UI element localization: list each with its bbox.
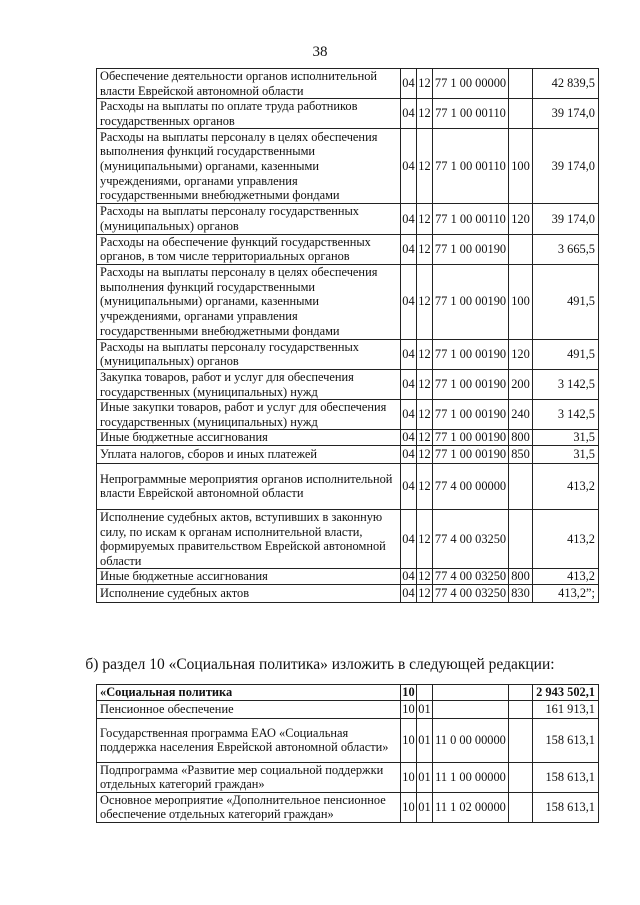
row-subsection-code: 12 — [417, 234, 433, 264]
row-name: Расходы на обеспечение функций государственных органов, в том числе территориальных органов — [97, 234, 401, 264]
row-target-article-code: 77 1 00 00190 — [433, 264, 509, 339]
row-subsection-code: 12 — [417, 99, 433, 129]
row-expense-type-code: 120 — [509, 339, 533, 369]
table-row — [97, 204, 599, 234]
row-amount: 2 943 502,1 — [533, 685, 599, 701]
row-amount: 413,2 — [533, 509, 599, 568]
row-section-code: 10 — [401, 700, 417, 718]
row-expense-type-code — [509, 762, 533, 792]
row-expense-type-code: 120 — [509, 204, 533, 234]
table-row — [97, 369, 599, 399]
row-section-code: 04 — [401, 509, 417, 568]
row-amount: 413,2”; — [533, 584, 599, 602]
row-target-article-code: 77 4 00 03250 — [433, 509, 509, 568]
row-name: Подпрограмма «Развитие мер социальной поддержки отдельных категорий граждан» — [97, 762, 401, 792]
row-amount: 158 613,1 — [533, 762, 599, 792]
table-row — [97, 339, 599, 369]
row-expense-type-code: 830 — [509, 584, 533, 602]
row-target-article-code: 77 1 00 00190 — [433, 339, 509, 369]
row-section-code: 04 — [401, 463, 417, 509]
row-subsection-code: 01 — [417, 792, 433, 822]
row-section-code: 04 — [401, 204, 417, 234]
budget-table-section-04 — [96, 68, 599, 603]
row-name: Исполнение судебных актов, вступивших в законную силу, по искам к органам исполнительной власти, формируемых правительством Еврейской автономной области — [97, 509, 401, 568]
row-name: Закупка товаров, работ и услуг для обеспечения государственных (муниципальных) нужд — [97, 369, 401, 399]
row-amount: 39 174,0 — [533, 99, 599, 129]
row-expense-type-code — [509, 463, 533, 509]
row-subsection-code: 12 — [417, 584, 433, 602]
row-expense-type-code — [509, 509, 533, 568]
row-subsection-code: 12 — [417, 463, 433, 509]
row-subsection-code: 12 — [417, 204, 433, 234]
row-expense-type-code: 240 — [509, 400, 533, 430]
row-subsection-code: 12 — [417, 69, 433, 99]
row-target-article-code — [433, 685, 509, 701]
row-section-code: 04 — [401, 584, 417, 602]
row-expense-type-code: 800 — [509, 569, 533, 585]
row-name: Пенсионное обеспечение — [97, 700, 401, 718]
row-name: Расходы на выплаты по оплате труда работников государственных органов — [97, 99, 401, 129]
row-target-article-code: 77 1 00 00190 — [433, 369, 509, 399]
table-row — [97, 762, 599, 792]
row-subsection-code: 12 — [417, 445, 433, 463]
row-section-code: 04 — [401, 99, 417, 129]
row-section-code: 10 — [401, 762, 417, 792]
row-target-article-code: 77 1 00 00190 — [433, 400, 509, 430]
row-subsection-code: 12 — [417, 264, 433, 339]
row-subsection-code: 01 — [417, 718, 433, 762]
row-subsection-code: 12 — [417, 339, 433, 369]
row-amount: 42 839,5 — [533, 69, 599, 99]
row-amount: 3 665,5 — [533, 234, 599, 264]
table-row — [97, 792, 599, 822]
row-expense-type-code: 800 — [509, 430, 533, 446]
row-section-code: 10 — [402, 685, 415, 699]
row-amount: 31,5 — [533, 445, 599, 463]
table-row — [97, 463, 599, 509]
row-target-article-code: 77 1 00 00110 — [433, 204, 509, 234]
row-section-code: 04 — [401, 400, 417, 430]
row-target-article-code: 11 1 00 00000 — [433, 762, 509, 792]
row-amount: 158 613,1 — [533, 792, 599, 822]
row-name: Непрограммные мероприятия органов исполнительной власти Еврейской автономной области — [97, 463, 401, 509]
row-section-code: 04 — [402, 569, 415, 584]
row-expense-type-code — [509, 792, 533, 822]
row-amount: 161 913,1 — [533, 700, 599, 718]
row-subsection-code: 12 — [417, 400, 433, 430]
row-amount: 413,2 — [533, 463, 599, 509]
table-row — [97, 445, 599, 463]
row-expense-type-code — [509, 234, 533, 264]
row-target-article-code: 77 1 00 00190 — [433, 445, 509, 463]
row-expense-type-code: 850 — [509, 445, 533, 463]
table-row — [97, 430, 599, 446]
row-name: Иные бюджетные ассигнования — [97, 430, 401, 446]
row-name: Основное мероприятие «Дополнительное пенсионное обеспечение отдельных категорий граждан» — [97, 792, 401, 822]
row-subsection-code: 01 — [417, 762, 433, 792]
row-amount: 31,5 — [533, 430, 599, 446]
row-section-code: 04 — [402, 430, 415, 445]
table-row — [97, 129, 599, 204]
row-expense-type-code — [509, 99, 533, 129]
row-amount: 3 142,5 — [533, 400, 599, 430]
page-number: 38 — [312, 44, 328, 60]
row-name: Уплата налогов, сборов и иных платежей — [97, 445, 401, 463]
amendment-instruction: б) раздел 10 «Социальная политика» изложить в следующей редакции: — [85, 656, 555, 673]
row-target-article-code: 77 1 00 00110 — [433, 99, 509, 129]
row-expense-type-code — [509, 69, 533, 99]
table-row — [97, 264, 599, 339]
table-row — [97, 569, 599, 585]
row-target-article-code: 77 1 00 00110 — [433, 129, 509, 204]
row-amount: 413,2 — [533, 569, 599, 585]
table-row — [97, 700, 599, 718]
row-section-code: 04 — [401, 445, 417, 463]
table-row — [97, 685, 599, 701]
row-subsection-code: 12 — [418, 569, 431, 584]
table-row — [97, 509, 599, 568]
budget-table-section-10 — [96, 684, 599, 823]
table-row — [97, 718, 599, 762]
row-section-code: 04 — [401, 369, 417, 399]
row-expense-type-code — [509, 718, 533, 762]
row-section-code: 04 — [401, 264, 417, 339]
table-row — [97, 99, 599, 129]
row-section-code: 10 — [401, 792, 417, 822]
row-amount: 491,5 — [533, 264, 599, 339]
row-subsection-code: 12 — [417, 369, 433, 399]
table-row — [97, 400, 599, 430]
table-row — [97, 584, 599, 602]
row-expense-type-code: 100 — [509, 129, 533, 204]
row-target-article-code: 11 0 00 00000 — [433, 718, 509, 762]
row-amount: 158 613,1 — [533, 718, 599, 762]
row-name: Расходы на выплаты персоналу в целях обеспечения выполнения функций государственными (муниципальными) органами, казенными учреждениями, органами управления государственными внебюджетными фондами — [97, 264, 401, 339]
row-section-code: 04 — [401, 69, 417, 99]
row-target-article-code: 77 1 00 00190 — [433, 430, 509, 446]
row-expense-type-code: 200 — [509, 369, 533, 399]
row-amount: 491,5 — [533, 339, 599, 369]
row-name: Расходы на выплаты персоналу государственных (муниципальных) органов — [97, 204, 401, 234]
row-subsection-code: 12 — [417, 129, 433, 204]
table-row — [97, 234, 599, 264]
row-section-code: 04 — [401, 234, 417, 264]
row-name: Расходы на выплаты персоналу государственных (муниципальных) органов — [97, 339, 401, 369]
row-subsection-code: 12 — [417, 509, 433, 568]
row-amount: 39 174,0 — [533, 129, 599, 204]
row-name: Иные закупки товаров, работ и услуг для обеспечения государственных (муниципальных) нужд — [97, 400, 401, 430]
row-target-article-code: 77 4 00 03250 — [433, 584, 509, 602]
row-target-article-code: 77 4 00 00000 — [433, 463, 509, 509]
row-section-code: 10 — [401, 718, 417, 762]
row-expense-type-code — [509, 685, 533, 701]
table-row — [97, 69, 599, 99]
row-target-article-code: 77 1 00 00190 — [433, 234, 509, 264]
row-name: «Социальная политика — [97, 685, 401, 701]
row-amount: 39 174,0 — [533, 204, 599, 234]
row-section-code: 04 — [401, 129, 417, 204]
row-name: Исполнение судебных актов — [97, 584, 401, 602]
row-amount: 3 142,5 — [533, 369, 599, 399]
row-name: Иные бюджетные ассигнования — [97, 569, 401, 585]
row-name: Обеспечение деятельности органов исполнительной власти Еврейской автономной области — [97, 69, 401, 99]
row-name: Государственная программа ЕАО «Социальная поддержка населения Еврейской автономной области» — [97, 718, 401, 762]
row-target-article-code: 77 4 00 03250 — [433, 569, 509, 585]
row-name: Расходы на выплаты персоналу в целях обеспечения выполнения функций государственными (муниципальными) органами, казенными учреждениями, органами управления государственными внебюджетными фондами — [97, 129, 401, 204]
row-section-code: 04 — [401, 339, 417, 369]
row-target-article-code: 11 1 02 00000 — [433, 792, 509, 822]
row-subsection-code — [417, 685, 433, 701]
row-target-article-code — [433, 700, 509, 718]
row-target-article-code: 77 1 00 00000 — [433, 69, 509, 99]
row-subsection-code: 01 — [417, 700, 433, 718]
row-expense-type-code: 100 — [509, 264, 533, 339]
row-expense-type-code — [509, 700, 533, 718]
row-subsection-code: 12 — [418, 430, 431, 445]
